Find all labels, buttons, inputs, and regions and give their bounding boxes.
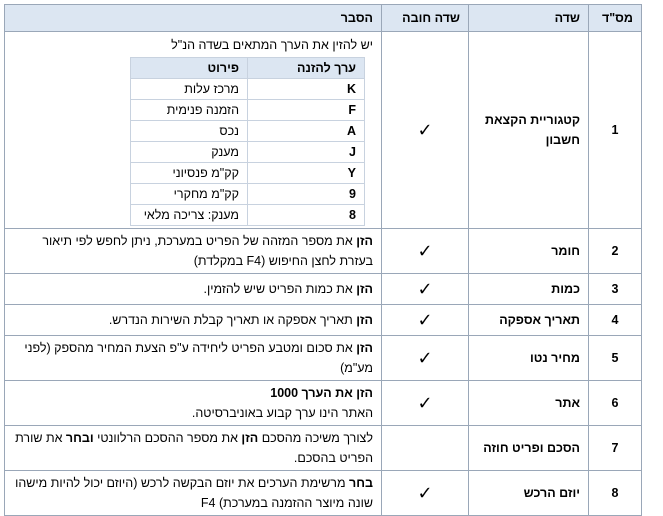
row-number: 5	[589, 336, 642, 381]
row-number: 6	[589, 381, 642, 426]
field-name: חומר	[469, 229, 589, 274]
table-row	[5, 274, 642, 305]
values-header-code: ערך להזנה	[248, 58, 365, 79]
row-number: 8	[589, 471, 642, 516]
values-row	[131, 121, 365, 142]
explanation-verb: הזן את הערך 1000	[270, 386, 373, 400]
explanation-text: האתר הינו ערך קבוע באוניברסיטה.	[191, 406, 373, 420]
value-code: 8	[248, 205, 365, 226]
value-detail: מרכז עלות	[131, 79, 248, 100]
values-row	[131, 100, 365, 121]
required-check-icon: ✓	[382, 336, 469, 381]
required-check-icon: ✓	[382, 274, 469, 305]
explanation-text: את שורת הפריט בהסכם.	[15, 431, 373, 465]
row-number: 1	[589, 32, 642, 229]
field-name: הסכם ופריט חוזה	[469, 426, 589, 471]
values-row	[131, 79, 365, 100]
table-row	[5, 471, 642, 516]
explanation	[5, 471, 382, 516]
table-row	[5, 32, 642, 229]
value-code: J	[248, 142, 365, 163]
required-check-icon: ✓	[382, 229, 469, 274]
required-check-icon: ✓	[382, 471, 469, 516]
value-code: Y	[248, 163, 365, 184]
required-check-empty	[382, 426, 469, 471]
explanation-text: את כמות הפריט שיש להזמין.	[203, 282, 357, 296]
explanation	[5, 274, 382, 305]
header-required: שדה חובה	[382, 5, 469, 32]
row-number: 2	[589, 229, 642, 274]
header-num: מס"ד	[589, 5, 642, 32]
field-name: אתר	[469, 381, 589, 426]
field-name: כמות	[469, 274, 589, 305]
required-check-icon: ✓	[382, 32, 469, 229]
explanation-verb: הזן	[356, 313, 373, 327]
fields-table	[4, 4, 642, 516]
explanation-verb: הזן	[241, 431, 259, 445]
value-detail: מענק	[131, 142, 248, 163]
values-table	[130, 57, 365, 226]
value-code: K	[248, 79, 365, 100]
field-name: יוזם הרכש	[469, 471, 589, 516]
field-name: קטגוריית הקצאת חשבון	[469, 32, 589, 229]
explanation-verb: ובחר	[65, 431, 94, 445]
table-row	[5, 336, 642, 381]
explanation-verb: הזן	[356, 341, 373, 355]
header-explanation: הסבר	[5, 5, 382, 32]
explanation-text: את סכום ומטבע הפריט ליחידה ע"פ הצעת המחיר מהספק (לפני מע"מ)	[24, 341, 373, 375]
explanation	[5, 305, 382, 336]
value-detail: קק"מ פנסיוני	[131, 163, 248, 184]
explanation-text: תאריך אספקה או תאריך קבלת השירות הנדרש.	[108, 313, 357, 327]
values-header-row	[131, 58, 365, 79]
table-row	[5, 381, 642, 426]
value-detail: מענק: צריכה מלאי	[131, 205, 248, 226]
explanation	[5, 336, 382, 381]
header-field: שדה	[469, 5, 589, 32]
explanation-verb: הזן	[356, 282, 373, 296]
explanation-verb: הזן	[356, 234, 373, 248]
row-number: 7	[589, 426, 642, 471]
values-row	[131, 142, 365, 163]
values-row	[131, 184, 365, 205]
values-row	[131, 205, 365, 226]
values-header-detail: פירוט	[131, 58, 248, 79]
value-code: F	[248, 100, 365, 121]
explanation	[5, 229, 382, 274]
table-row	[5, 426, 642, 471]
table-row	[5, 305, 642, 336]
explanation-text: לצורך משיכה מהסכם	[258, 431, 373, 445]
field-name: תאריך אספקה	[469, 305, 589, 336]
row-number: 3	[589, 274, 642, 305]
value-code: A	[248, 121, 365, 142]
row-number: 4	[589, 305, 642, 336]
explanation-text: את מספר ההסכם הרלוונטי	[93, 431, 242, 445]
required-check-icon: ✓	[382, 381, 469, 426]
field-name: מחיר נטו	[469, 336, 589, 381]
value-detail: נכס	[131, 121, 248, 142]
value-detail: קק"מ מחקרי	[131, 184, 248, 205]
explanation-verb: בחר	[349, 476, 373, 490]
explanation	[5, 381, 382, 426]
explanation-text: את מספר המזהה של הפריט במערכת, ניתן לחפש לפי תיאור בעזרת לחצן החיפוש (F4 במקלדת)	[42, 234, 373, 268]
value-detail: הזמנה פנימית	[131, 100, 248, 121]
explanation-intro: יש להזין את הערך המתאים בשדה הנ"ל	[171, 38, 373, 52]
value-code: 9	[248, 184, 365, 205]
explanation	[5, 426, 382, 471]
explanation-text: מרשימת הערכים את יוזם הבקשה לרכש (היוזם יכול להיות מישהו שונה מיוצר ההזמנה במערכת) F4	[15, 476, 373, 510]
explanation	[5, 32, 382, 229]
values-row	[131, 163, 365, 184]
table-row	[5, 229, 642, 274]
header-row	[5, 5, 642, 32]
required-check-icon: ✓	[382, 305, 469, 336]
